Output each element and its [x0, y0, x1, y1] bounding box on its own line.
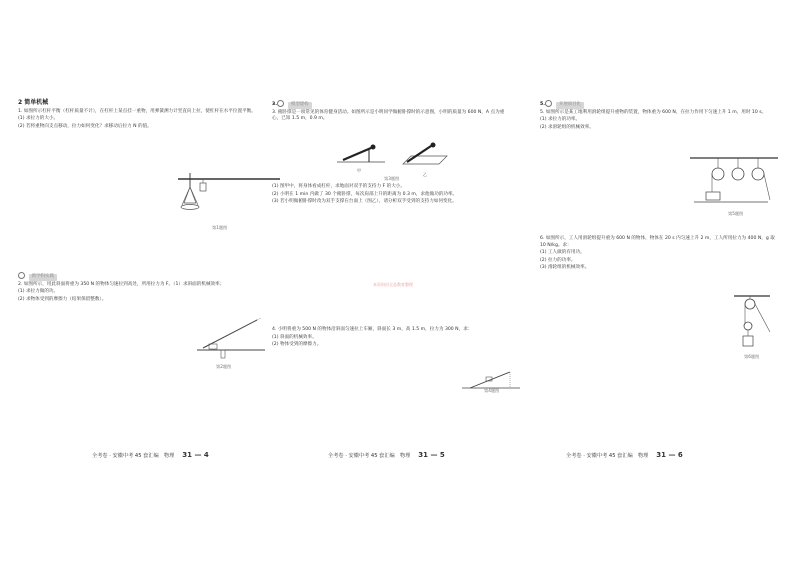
q5-text: 5. 如图所示是某工地利用滑轮组提升重物的装置，物体重为 600 N，在拉力作用下匀速上升 1 m，用时 10 s。 [540, 109, 767, 115]
q3-sub2: (2) 小明在 1 min 内做了 30 个俯卧撑，每次肩部上升的距离为 0.3 m，求他做功的功率。 [272, 191, 458, 197]
q5-tag: 开展项目化 [556, 102, 584, 109]
footer-text: 全考卷 · 安徽中考 45 套汇编 物理 [92, 453, 175, 459]
q5-sub1: (1) 求拉力的功率。 [540, 117, 581, 123]
watermark: 本资料由全品教育整理 [373, 282, 413, 287]
footer-page-4 [92, 451, 209, 459]
q6-text: 6. 如图所示，工人用滑轮组提升重为 600 N 的物体，物体在 20 s 内匀速上升 2 m，工人所用拉力为 400 N，g 取 10 N/kg。求： [540, 236, 775, 248]
q1-sub1: (1) 求拉力的大小。 [18, 116, 59, 122]
q6-sub1: (1) 工人做的有用功。 [540, 250, 585, 256]
q6-sub3: (3) 滑轮组的机械效率。 [540, 265, 590, 271]
q4-sub1: (1) 斜面的机械效率。 [272, 334, 317, 340]
q5-figure-pulleys [688, 152, 788, 210]
q3-circle-icon [277, 100, 284, 107]
q3-subquestions [272, 184, 510, 207]
q6-figure-caption: 第6题图 [744, 354, 760, 359]
q6-figure-pulley [730, 292, 790, 354]
footer-page-number: 31 — 5 [418, 451, 445, 459]
footer-text: 全考卷 · 安徽中考 45 套汇编 物理 [566, 453, 649, 459]
q2-tag: 跨学科实践 [29, 274, 57, 281]
footer-page-number: 31 — 6 [656, 451, 683, 459]
q4-text: 4. 小明将重为 500 N 的物体沿斜面匀速拉上车厢，斜面长 3 m，高 1.5 m，拉力为 300 N，求： [272, 327, 473, 332]
q3-sub3: (3) 若小明做俯卧撑时改为双手支撑在台面上（图乙），请分析双手受到的支持力如何变化。 [272, 199, 457, 205]
q3-sub1: (1) 图甲中，将身体看成杠杆，求地面对双手的支持力 F 的大小。 [272, 184, 405, 189]
footer-text: 全考卷 · 安徽中考 45 套汇编 物理 [328, 453, 411, 459]
q2-text: 2. 如图所示，用此斜面将重为 350 N 的物体匀速拉到高处，所用拉力为 F。（1）求斜面的机械效率； [18, 281, 225, 287]
footer-page-6 [566, 451, 683, 459]
q4-figure-caption: 第4题图 [484, 388, 500, 393]
q2-block [18, 272, 256, 304]
q5-circle-icon [545, 100, 552, 107]
section-title: 2 简单机械 [18, 99, 49, 106]
q6-sub2: (2) 拉力的功率。 [540, 257, 576, 263]
column-middle: 3. 模型建构 3. 俯卧撑是一项常见的体育健身活动。如图所示是小明同学做俯卧撑时的示意图，小明的质量为 600 N，A 点为重心，已知 1.5 m，0.9 m。 [272, 100, 510, 124]
q4-block [272, 327, 510, 350]
q3-text: 3. 俯卧撑是一项常见的体育健身活动。如图所示是小明同学做俯卧撑时的示意图，小明的质量为 600 N，A 点为重心，已知 1.5 m，0.9 m。 [272, 109, 505, 122]
q6-block [540, 236, 780, 273]
q1-figure-caption: 第1题图 [212, 225, 228, 230]
q1-sub2: (2) 若将重物向支点移动，拉力如何变化？求移动后拉力 N 的值。 [18, 123, 152, 129]
column-right: 5. 开展项目化 5. 如图所示是某工地利用滑轮组提升重物的装置，物体重为 600 N，在拉力作用下匀速上升 1 m，用时 10 s。 (1) 求拉力的功率。 (2) 求滑轮组的机械效率。 [540, 100, 780, 132]
q5-sub2: (2) 求滑轮组的机械效率。 [540, 124, 594, 130]
column-left [18, 100, 256, 131]
q2-figure-incline [195, 312, 275, 362]
q2-sub1: (1) 求拉力做的功。 [18, 289, 59, 295]
q4-sub2: (2) 物体受到的摩擦力。 [272, 342, 322, 348]
q2-circle-icon [18, 272, 25, 279]
q5-figure-caption: 第5题图 [728, 211, 744, 216]
footer-page-5 [328, 451, 445, 459]
q2-figure-caption: 第2题图 [216, 364, 232, 369]
q3-figure-caption: 第3题图 [384, 176, 400, 181]
q1-text: 1. 如图所示杠杆平衡（杠杆质量不计），在杠杆上某点挂一重物，用弹簧测力计竖直向上拉，使杠杆在水平位置平衡。 [18, 108, 256, 114]
footer-page-number: 31 — 4 [182, 451, 209, 459]
svg-text:甲: 甲 [357, 168, 361, 173]
svg-text:乙: 乙 [423, 172, 427, 177]
q3-figure-pushup [335, 138, 455, 180]
q2-sub2: (2) 求物体受到的摩擦力（结果保留整数）。 [18, 296, 107, 302]
q3-tag: 模型建构 [288, 102, 312, 109]
